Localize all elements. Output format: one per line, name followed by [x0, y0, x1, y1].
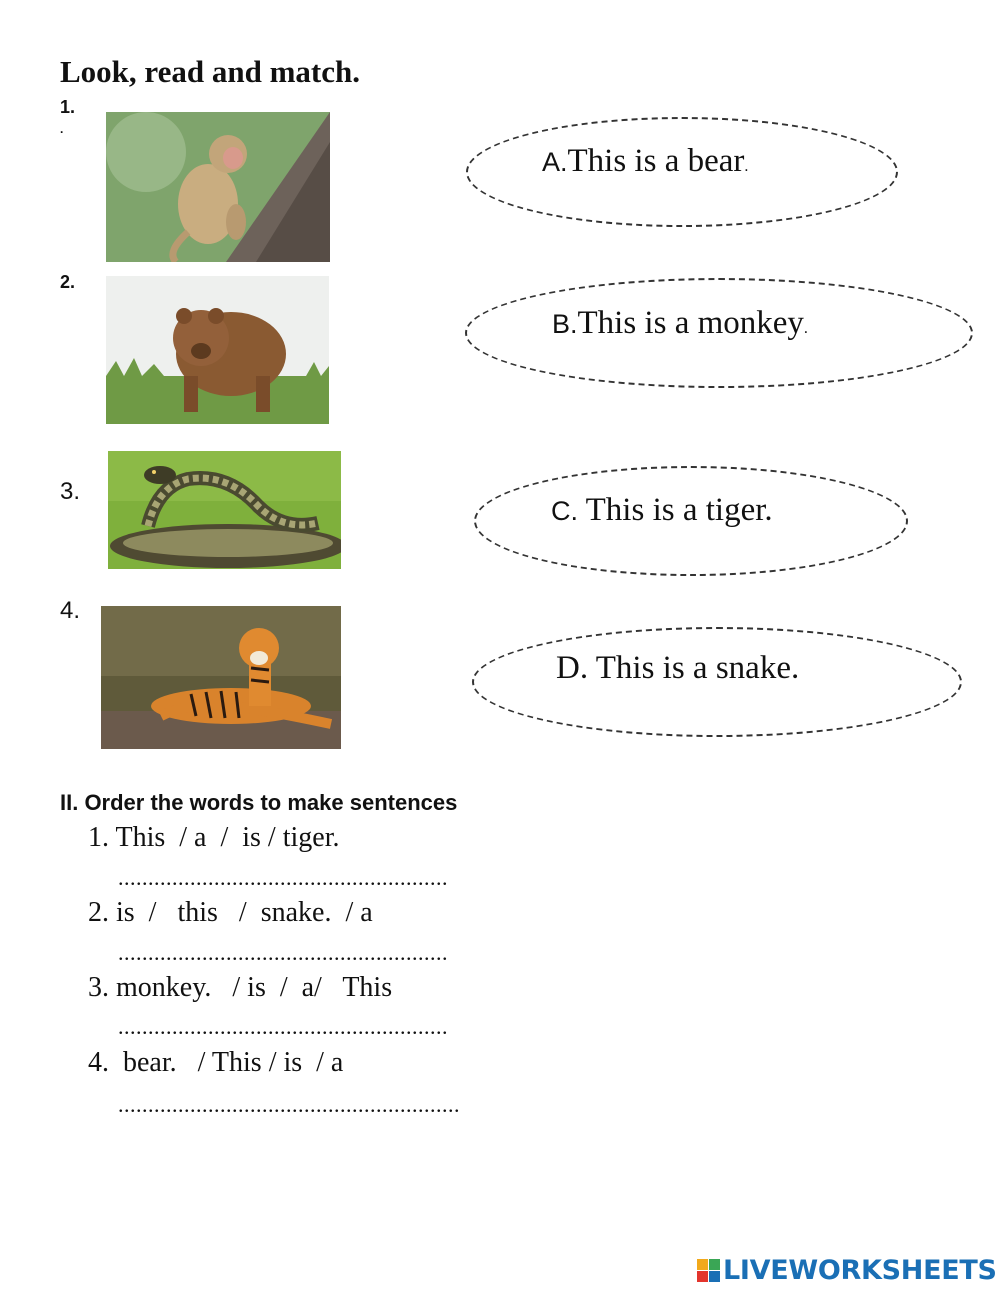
option-d-text: This is a snake.: [588, 650, 800, 686]
logo-mark-icon: [697, 1259, 720, 1282]
question-1: 1. This / a / is / tiger.: [88, 822, 340, 853]
question-3: 3. monkey. / is / a/ This: [88, 972, 393, 1003]
section-2-heading: II. Order the words to make sentences: [60, 790, 458, 815]
stray-mark: .: [60, 122, 64, 136]
item-number-2: 2.: [60, 272, 76, 292]
option-c: [551, 492, 773, 529]
option-b-letter: B.: [552, 309, 578, 339]
item-number-4: 4.: [60, 597, 81, 624]
item-number-3: 3.: [60, 478, 81, 505]
option-a-letter: A.: [542, 147, 568, 177]
liveworksheets-logo: [697, 1255, 997, 1286]
option-a-text: This is a bear: [567, 143, 745, 179]
answer-line-2[interactable]: .......................................................: [118, 940, 448, 965]
question-2: 2. is / this / snake. / a: [88, 897, 373, 928]
question-4: 4. bear. / This / is / a: [88, 1047, 344, 1078]
option-d: [556, 650, 799, 687]
answer-line-1[interactable]: .......................................................: [118, 865, 448, 890]
bear-photo: [106, 276, 329, 424]
snake-photo: [108, 451, 341, 569]
option-b-text: This is a monkey: [577, 305, 804, 341]
option-b: [552, 305, 808, 342]
logo-text: LIVEWORKSHEETS: [723, 1255, 997, 1286]
monkey-photo: [106, 112, 330, 262]
option-c-text: This is a tiger.: [578, 492, 773, 528]
item-number-1: 1.: [60, 97, 76, 117]
tiger-photo: [101, 606, 341, 749]
option-b-end: .: [803, 320, 808, 337]
answer-line-3[interactable]: .......................................................: [118, 1014, 448, 1039]
option-a: [542, 143, 748, 180]
option-a-end: .: [744, 158, 749, 175]
worksheet-title: Look, read and match.: [60, 54, 360, 89]
option-d-letter: D.: [556, 650, 589, 686]
answer-line-4[interactable]: .........................................................: [118, 1092, 460, 1117]
option-c-letter: C.: [551, 496, 578, 526]
